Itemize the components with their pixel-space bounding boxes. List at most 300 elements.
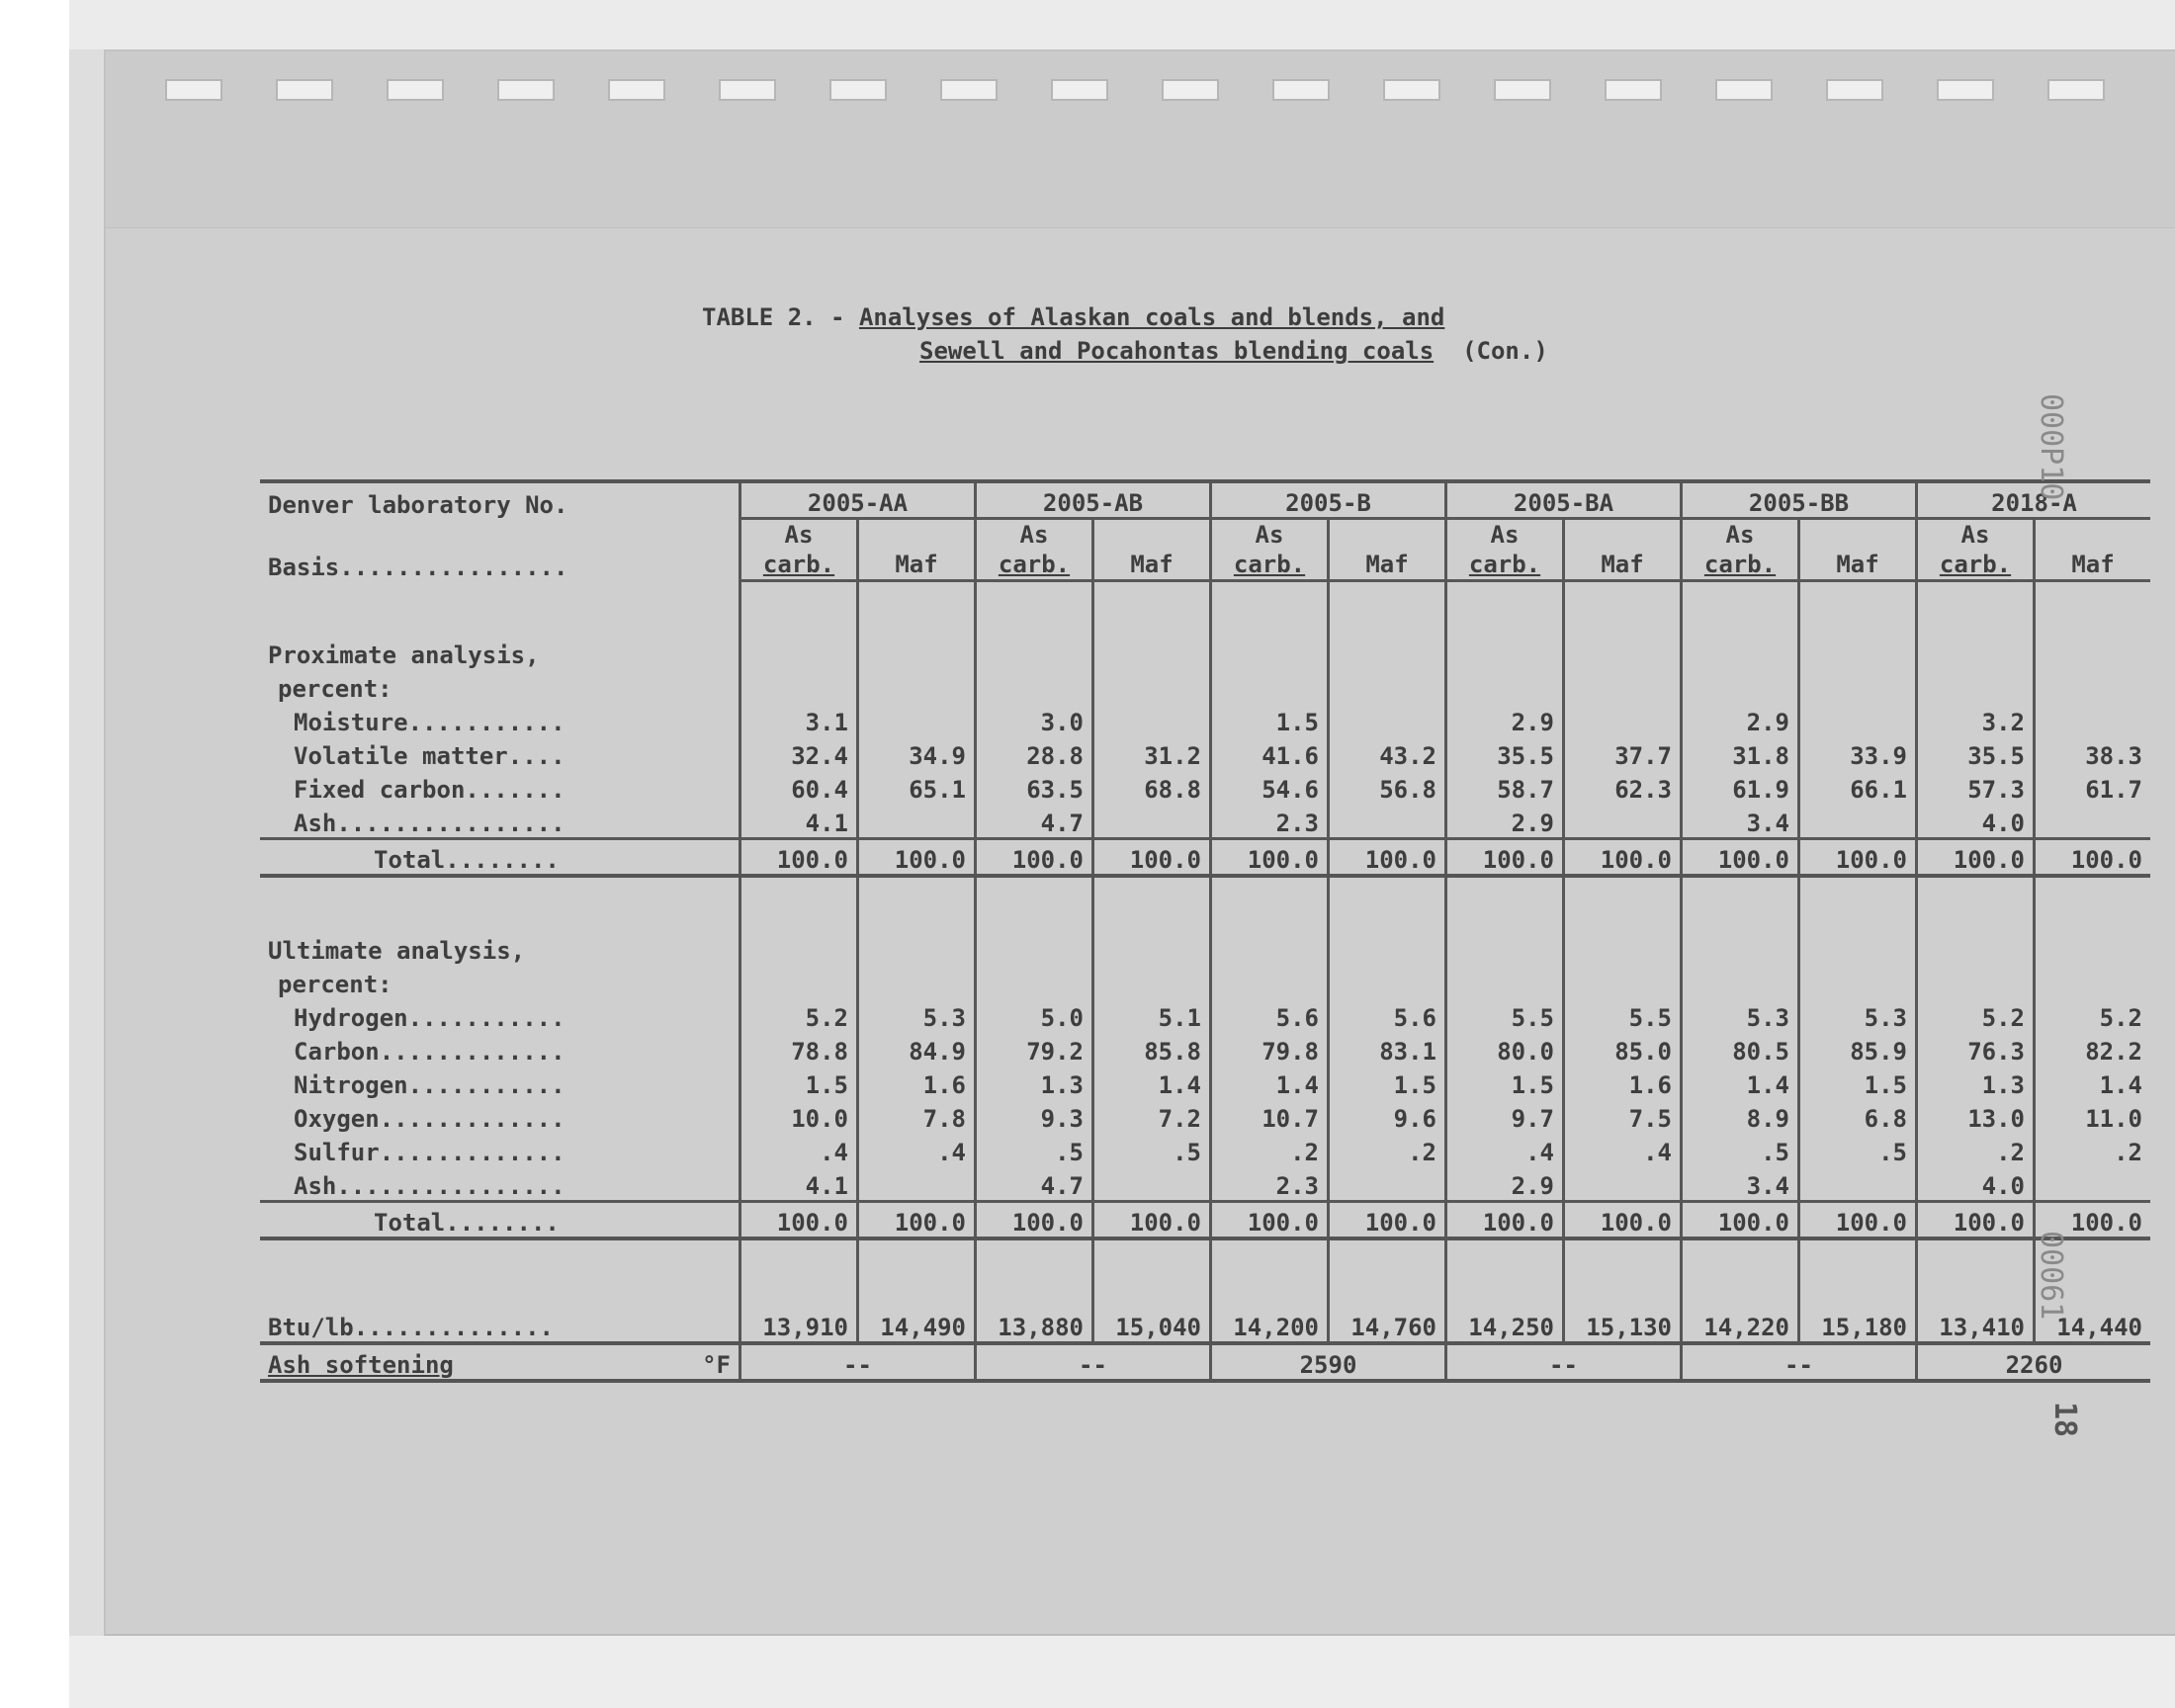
value-cell: 5.3 — [1799, 998, 1917, 1032]
title-prefix: TABLE 2. - — [702, 303, 859, 331]
empty-cell — [858, 669, 976, 703]
value-cell — [858, 703, 976, 736]
perforation — [1272, 79, 1330, 101]
value-cell: 85.9 — [1799, 1032, 1917, 1066]
value-cell — [1799, 703, 1917, 736]
perforation — [1937, 79, 1994, 101]
basis-maf: Maf — [1564, 519, 1682, 581]
spacer-cell — [1799, 581, 1917, 637]
perforation — [1715, 79, 1773, 101]
basis-as-carb — [1682, 519, 1799, 581]
empty-cell — [1211, 931, 1329, 965]
lab-number: 2005-BA — [1446, 481, 1682, 519]
lab-number: 2005-B — [1211, 481, 1446, 519]
perforation — [497, 79, 555, 101]
total-cell: 100.0 — [1564, 839, 1682, 877]
ash-softening-unit: °F — [702, 1351, 731, 1379]
value-cell: 79.2 — [976, 1032, 1093, 1066]
ash-softening-cell: -- — [976, 1343, 1211, 1381]
value-cell: 10.7 — [1211, 1099, 1329, 1133]
ultimate-heading-row — [260, 931, 2150, 965]
ash-softening-cell: 2260 — [1917, 1343, 2151, 1381]
perforation — [1051, 79, 1108, 101]
btu-cell: 14,220 — [1682, 1294, 1799, 1343]
row-label: Nitrogen........... — [294, 1071, 566, 1099]
proximate-data-row — [260, 770, 2150, 804]
empty-cell — [740, 669, 858, 703]
spacer-cell — [1446, 581, 1564, 637]
ultimate-subheading: percent: — [278, 971, 392, 998]
empty-cell — [740, 636, 858, 669]
lab-number: 2005-BB — [1682, 481, 1917, 519]
btu-cell: 13,910 — [740, 1294, 858, 1343]
value-cell: 3.4 — [1682, 1166, 1799, 1202]
spacer-cell — [1329, 876, 1446, 931]
ultimate-data-row — [260, 1166, 2150, 1202]
value-cell: 82.2 — [2035, 1032, 2151, 1066]
empty-cell — [1211, 965, 1329, 998]
value-cell: 5.3 — [858, 998, 976, 1032]
value-cell: 56.8 — [1329, 770, 1446, 804]
value-cell: 62.3 — [1564, 770, 1682, 804]
ash-softening-label — [260, 1343, 740, 1381]
total-cell: 100.0 — [1211, 1202, 1329, 1239]
proximate-data-row — [260, 804, 2150, 839]
empty-cell — [1564, 965, 1682, 998]
bottom-margin — [69, 1636, 2175, 1708]
empty-cell — [858, 965, 976, 998]
empty-cell — [2035, 965, 2151, 998]
value-cell: .2 — [1329, 1133, 1446, 1166]
ultimate-total-row — [260, 1202, 2150, 1239]
value-cell: 7.2 — [1093, 1099, 1211, 1133]
value-cell — [858, 804, 976, 839]
top-margin — [69, 0, 2175, 49]
spacer-cell — [1564, 876, 1682, 931]
lab-number-label: Denver laboratory No. — [260, 481, 740, 519]
value-cell: 1.5 — [1211, 703, 1329, 736]
row-label: Volatile matter.... — [294, 742, 566, 770]
value-cell: 4.1 — [740, 804, 858, 839]
value-cell: 4.7 — [976, 804, 1093, 839]
spacer-cell — [1564, 581, 1682, 637]
btu-cell: 15,040 — [1093, 1294, 1211, 1343]
value-cell: 35.5 — [1917, 736, 2035, 770]
value-cell: .2 — [2035, 1133, 2151, 1166]
empty-cell — [1682, 965, 1799, 998]
basis-maf: Maf — [1799, 519, 1917, 581]
empty-cell — [976, 636, 1093, 669]
spacer-cell — [1682, 581, 1799, 637]
total-cell: 100.0 — [1917, 839, 2035, 877]
value-cell: 68.8 — [1093, 770, 1211, 804]
empty-cell — [2035, 636, 2151, 669]
ash-softening-row — [260, 1343, 2150, 1381]
value-cell: 1.6 — [1564, 1066, 1682, 1099]
spacer-cell — [976, 1238, 1093, 1294]
empty-cell — [976, 965, 1093, 998]
value-cell: 57.3 — [1917, 770, 2035, 804]
value-cell: 6.8 — [1799, 1099, 1917, 1133]
value-cell: 33.9 — [1799, 736, 1917, 770]
value-cell: .2 — [1211, 1133, 1329, 1166]
spacer-cell — [858, 876, 976, 931]
empty-cell — [1446, 965, 1564, 998]
ultimate-subheading-row — [260, 965, 2150, 998]
value-cell: 3.1 — [740, 703, 858, 736]
perforation — [276, 79, 333, 101]
perforation — [940, 79, 998, 101]
empty-cell — [1564, 931, 1682, 965]
total-cell: 100.0 — [2035, 839, 2151, 877]
total-cell: 100.0 — [740, 1202, 858, 1239]
title-suffix: (Con.) — [1462, 337, 1548, 365]
value-cell: 5.5 — [1446, 998, 1564, 1032]
empty-cell — [1564, 636, 1682, 669]
value-cell: 4.0 — [1917, 1166, 2035, 1202]
spacer-cell — [1446, 1238, 1564, 1294]
spacer-row — [260, 1238, 2150, 1294]
total-cell: 100.0 — [1093, 839, 1211, 877]
row-label: Moisture........... — [294, 709, 566, 736]
value-cell: 1.4 — [1093, 1066, 1211, 1099]
basis-as-top: As — [1019, 521, 1049, 549]
spacer-cell — [1211, 581, 1329, 637]
basis-maf: Maf — [1329, 519, 1446, 581]
value-cell: 60.4 — [740, 770, 858, 804]
basis-as-carb — [1917, 519, 2035, 581]
spacer-row — [260, 876, 2150, 931]
value-cell: 5.3 — [1682, 998, 1799, 1032]
spacer-row — [260, 581, 2150, 637]
btu-row — [260, 1294, 2150, 1343]
value-cell: 1.4 — [1682, 1066, 1799, 1099]
ash-softening-cell: -- — [1446, 1343, 1682, 1381]
value-cell — [1799, 804, 1917, 839]
value-cell: 7.5 — [1564, 1099, 1682, 1133]
value-cell: 85.8 — [1093, 1032, 1211, 1066]
empty-cell — [976, 669, 1093, 703]
value-cell: .5 — [1682, 1133, 1799, 1166]
row-label: Hydrogen........... — [294, 1004, 566, 1032]
spacer-cell — [858, 581, 976, 637]
total-cell: 100.0 — [1799, 1202, 1917, 1239]
lab-number: 2018-A — [1917, 481, 2151, 519]
spacer-cell — [2035, 876, 2151, 931]
value-cell: 65.1 — [858, 770, 976, 804]
spacer-cell — [1093, 1238, 1211, 1294]
total-cell: 100.0 — [1564, 1202, 1682, 1239]
title-line-2 — [919, 334, 1548, 368]
value-cell: 3.0 — [976, 703, 1093, 736]
value-cell: 1.3 — [976, 1066, 1093, 1099]
total-label: Total........ — [260, 1202, 740, 1239]
film-header-band — [106, 51, 2175, 228]
page-number: 18 — [2047, 1402, 2082, 1438]
value-cell: 58.7 — [1446, 770, 1564, 804]
value-cell: 1.5 — [1799, 1066, 1917, 1099]
value-cell: 1.5 — [1446, 1066, 1564, 1099]
value-cell — [1329, 804, 1446, 839]
value-cell: .5 — [1093, 1133, 1211, 1166]
spacer-cell — [260, 581, 740, 637]
empty-cell — [1564, 669, 1682, 703]
btu-cell: 13,410 — [1917, 1294, 2035, 1343]
spacer-cell — [1917, 876, 2035, 931]
value-cell — [2035, 703, 2151, 736]
value-cell — [2035, 1166, 2151, 1202]
title-text-2: Sewell and Pocahontas blending coals — [919, 337, 1435, 365]
perforation — [387, 79, 444, 101]
value-cell: .4 — [1446, 1133, 1564, 1166]
basis-as-top: As — [1490, 521, 1520, 549]
total-cell: 100.0 — [740, 839, 858, 877]
value-cell — [1093, 1166, 1211, 1202]
proximate-subheading: percent: — [278, 675, 392, 703]
basis-as-top: As — [1960, 521, 1990, 549]
btu-cell: 14,490 — [858, 1294, 976, 1343]
value-cell: 79.8 — [1211, 1032, 1329, 1066]
spacer-cell — [976, 581, 1093, 637]
value-cell: 5.2 — [1917, 998, 2035, 1032]
basis-as-bottom: carb. — [762, 551, 835, 578]
value-cell: 83.1 — [1329, 1032, 1446, 1066]
value-cell — [1564, 804, 1682, 839]
value-cell: 3.4 — [1682, 804, 1799, 839]
value-cell: 9.6 — [1329, 1099, 1446, 1133]
value-cell: 2.9 — [1446, 703, 1564, 736]
empty-cell — [740, 965, 858, 998]
spacer-cell — [1211, 1238, 1329, 1294]
left-margin — [0, 0, 69, 1708]
total-cell: 100.0 — [1329, 839, 1446, 877]
proximate-subheading-row — [260, 669, 2150, 703]
spacer-cell — [976, 876, 1093, 931]
proximate-heading-row — [260, 636, 2150, 669]
value-cell: .5 — [1799, 1133, 1917, 1166]
btu-cell: 13,880 — [976, 1294, 1093, 1343]
ash-softening-cell: -- — [1682, 1343, 1917, 1381]
empty-cell — [1682, 636, 1799, 669]
value-cell: .4 — [740, 1133, 858, 1166]
spacer-cell — [1446, 876, 1564, 931]
total-cell: 100.0 — [858, 1202, 976, 1239]
perforation — [608, 79, 665, 101]
row-label: Ash................ — [294, 810, 566, 837]
basis-as-top: As — [1255, 521, 1284, 549]
value-cell: 5.6 — [1329, 998, 1446, 1032]
value-cell: 84.9 — [858, 1032, 976, 1066]
empty-cell — [1329, 669, 1446, 703]
value-cell — [1799, 1166, 1917, 1202]
basis-maf: Maf — [1093, 519, 1211, 581]
value-cell — [858, 1166, 976, 1202]
total-cell: 100.0 — [1682, 1202, 1799, 1239]
value-cell: 5.2 — [2035, 998, 2151, 1032]
total-label: Total........ — [260, 839, 740, 877]
value-cell: 1.4 — [2035, 1066, 2151, 1099]
basis-as-bottom: carb. — [1703, 551, 1777, 578]
total-cell: 100.0 — [2035, 1202, 2151, 1239]
value-cell: 7.8 — [858, 1099, 976, 1133]
empty-cell — [1446, 636, 1564, 669]
empty-cell — [1799, 965, 1917, 998]
empty-cell — [858, 931, 976, 965]
basis-as-carb — [740, 519, 858, 581]
value-cell: 32.4 — [740, 736, 858, 770]
empty-cell — [976, 931, 1093, 965]
spacer-cell — [740, 1238, 858, 1294]
row-label: Carbon............. — [294, 1038, 566, 1066]
ultimate-data-row — [260, 1133, 2150, 1166]
btu-cell: 14,250 — [1446, 1294, 1564, 1343]
basis-as-carb — [976, 519, 1093, 581]
empty-cell — [2035, 931, 2151, 965]
empty-cell — [1682, 669, 1799, 703]
value-cell — [2035, 804, 2151, 839]
value-cell: 80.5 — [1682, 1032, 1799, 1066]
spacer-cell — [740, 581, 858, 637]
value-cell: 1.5 — [1329, 1066, 1446, 1099]
spacer-cell — [1682, 1238, 1799, 1294]
total-cell: 100.0 — [1446, 839, 1564, 877]
perforation — [1826, 79, 1883, 101]
value-cell: 2.3 — [1211, 1166, 1329, 1202]
row-label: Oxygen............. — [294, 1105, 566, 1133]
value-cell — [1564, 1166, 1682, 1202]
basis-maf: Maf — [858, 519, 976, 581]
value-cell: 41.6 — [1211, 736, 1329, 770]
value-cell: 5.2 — [740, 998, 858, 1032]
empty-cell — [1799, 931, 1917, 965]
value-cell: 85.0 — [1564, 1032, 1682, 1066]
basis-as-carb — [1446, 519, 1564, 581]
value-cell: 2.9 — [1682, 703, 1799, 736]
basis-as-top: As — [1725, 521, 1755, 549]
title-text-1: Analyses of Alaskan coals and blends, and — [858, 303, 1445, 331]
value-cell: .2 — [1917, 1133, 2035, 1166]
lab-number: 2005-AB — [976, 481, 1211, 519]
btu-cell: 14,200 — [1211, 1294, 1329, 1343]
spacer-cell — [1329, 581, 1446, 637]
btu-cell: 14,760 — [1329, 1294, 1446, 1343]
spacer-cell — [1093, 876, 1211, 931]
perforation — [719, 79, 776, 101]
basis-maf: Maf — [2035, 519, 2151, 581]
value-cell: 5.1 — [1093, 998, 1211, 1032]
row-label: Sulfur............. — [294, 1139, 566, 1166]
value-cell: 5.6 — [1211, 998, 1329, 1032]
spacer-cell — [1093, 581, 1211, 637]
perforation — [1494, 79, 1551, 101]
total-cell: 100.0 — [1211, 839, 1329, 877]
empty-cell — [1093, 669, 1211, 703]
film-frame-code: 000P10 — [2034, 393, 2068, 501]
total-cell: 100.0 — [858, 839, 976, 877]
spacer-cell — [260, 876, 740, 931]
lab-number-row — [260, 481, 2150, 519]
proximate-total-row — [260, 839, 2150, 877]
btu-cell: 14,440 — [2035, 1294, 2151, 1343]
empty-cell — [1799, 669, 1917, 703]
spacer-cell — [1564, 1238, 1682, 1294]
empty-cell — [1211, 636, 1329, 669]
perforation — [1383, 79, 1440, 101]
btu-label: Btu/lb.............. — [268, 1314, 554, 1341]
ultimate-data-row — [260, 1032, 2150, 1066]
empty-cell — [1446, 931, 1564, 965]
ash-softening-cell: 2590 — [1211, 1343, 1446, 1381]
value-cell: 43.2 — [1329, 736, 1446, 770]
value-cell — [1093, 703, 1211, 736]
basis-as-bottom: carb. — [998, 551, 1071, 578]
spacer-cell — [2035, 581, 2151, 637]
total-cell: 100.0 — [976, 1202, 1093, 1239]
value-cell: 80.0 — [1446, 1032, 1564, 1066]
ash-softening-cell: -- — [740, 1343, 976, 1381]
empty-cell — [1329, 965, 1446, 998]
spacer-cell — [1329, 1238, 1446, 1294]
ultimate-data-row — [260, 1066, 2150, 1099]
value-cell: .4 — [1564, 1133, 1682, 1166]
value-cell: 61.9 — [1682, 770, 1799, 804]
value-cell: 1.6 — [858, 1066, 976, 1099]
empty-cell — [1917, 669, 2035, 703]
empty-cell — [1093, 931, 1211, 965]
value-cell: 13.0 — [1917, 1099, 2035, 1133]
basis-as-carb — [1211, 519, 1329, 581]
ash-softening-text: Ash softening — [268, 1351, 454, 1379]
value-cell: .5 — [976, 1133, 1093, 1166]
proximate-data-row — [260, 703, 2150, 736]
empty-cell — [1799, 636, 1917, 669]
spacer-cell — [1917, 581, 2035, 637]
total-cell: 100.0 — [976, 839, 1093, 877]
value-cell: 5.0 — [976, 998, 1093, 1032]
value-cell: 2.3 — [1211, 804, 1329, 839]
spacer-cell — [740, 876, 858, 931]
perforation — [1605, 79, 1662, 101]
value-cell: 35.5 — [1446, 736, 1564, 770]
value-cell: 31.2 — [1093, 736, 1211, 770]
total-cell: 100.0 — [1446, 1202, 1564, 1239]
value-cell: 54.6 — [1211, 770, 1329, 804]
value-cell: 61.7 — [2035, 770, 2151, 804]
coal-analyses-table — [260, 479, 2150, 1383]
basis-row — [260, 519, 2150, 581]
value-cell: 5.5 — [1564, 998, 1682, 1032]
total-cell: 100.0 — [1799, 839, 1917, 877]
empty-cell — [740, 931, 858, 965]
value-cell: 2.9 — [1446, 1166, 1564, 1202]
value-cell: 1.4 — [1211, 1066, 1329, 1099]
value-cell: 37.7 — [1564, 736, 1682, 770]
value-cell: 9.3 — [976, 1099, 1093, 1133]
value-cell — [1329, 703, 1446, 736]
empty-cell — [858, 636, 976, 669]
basis-as-top: As — [784, 521, 814, 549]
ultimate-data-row — [260, 998, 2150, 1032]
value-cell — [1564, 703, 1682, 736]
value-cell: 28.8 — [976, 736, 1093, 770]
total-cell: 100.0 — [1917, 1202, 2035, 1239]
value-cell: 1.3 — [1917, 1066, 2035, 1099]
empty-cell — [1329, 931, 1446, 965]
basis-as-bottom: carb. — [1939, 551, 2012, 578]
perforation — [829, 79, 887, 101]
film-frame-number: 00061 — [2034, 1231, 2068, 1321]
value-cell: 8.9 — [1682, 1099, 1799, 1133]
